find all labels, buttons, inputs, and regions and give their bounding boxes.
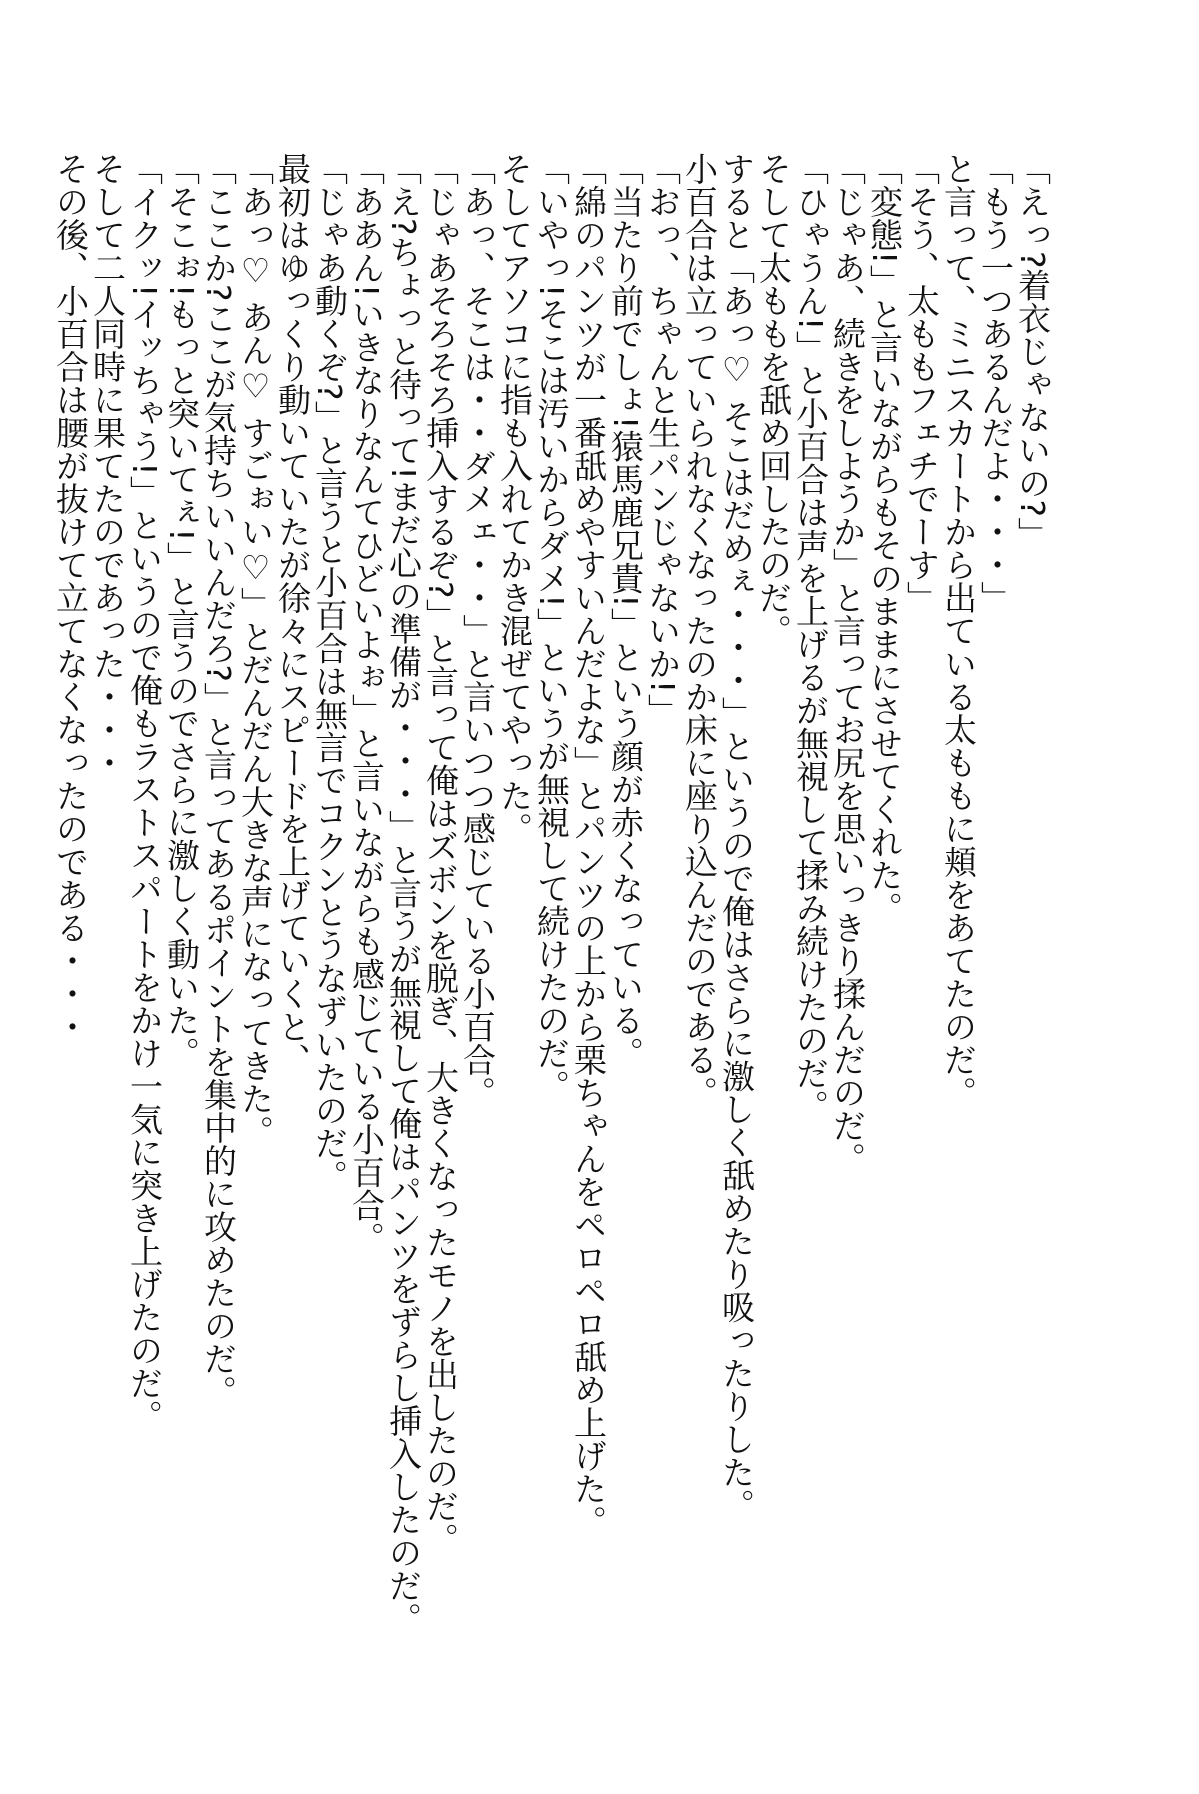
text-line: 「えっ?着衣じゃないの?」 — [1013, 152, 1052, 551]
text-line: 「いやっ!そこは汚いからダメ!」というが無視して続けたのだ。 — [532, 152, 571, 1103]
text-line: 「当たり前でしょ!猿馬鹿兄貴!」という顔が赤くなっている。 — [606, 152, 645, 1070]
text-line: 「ここか?ここが気持ちいいんだろ?」と言ってあるポイントを集中的に攻めたのだ。 — [199, 152, 238, 1409]
text-line: 「じゃあ動くぞ?」と言うと小百合は無言でコクンとうなずいたのだ。 — [310, 152, 349, 1193]
text-line: 「変態!」と言いながらもそのままにさせてくれた。 — [865, 152, 904, 925]
text-line: 「もう一つあるんだよ・・・」 — [976, 152, 1015, 614]
text-line: 「あっ♡ あん♡ すごぉい♡」とだんだん大きな声になってきた。 — [236, 152, 275, 1148]
text-line: その後、小百合は腰が抜けて立てなくなったのである・・・ — [51, 152, 90, 1043]
text-line: 最初はゆっくり動いていたが徐々にスピードを上げていくと、 — [273, 152, 312, 1076]
text-line: そしてアソコに指も入れてかき混ぜてやった。 — [495, 152, 534, 845]
text-line: そして太ももを舐め回したのだ。 — [754, 152, 793, 647]
text-line: 「じゃあそろそろ挿入するぞ?」と言って俺はズボンを脱ぎ、大きくなったモノを出したのだ。 — [421, 152, 460, 1556]
text-line: と言って、ミニスカートから出ている太ももに頬をあてたのだ。 — [939, 152, 978, 1109]
text-line: 「じゃあ、続きをしようか」と言ってお尻を思いっきり揉んだのだ。 — [828, 152, 867, 1175]
text-line: 「あっ、そこは・・ダメェ・・」と言いつつ感じている小百合。 — [458, 152, 497, 1109]
text-line: そして二人同時に果てたのであった・・・ — [88, 152, 127, 779]
vertical-text-body — [52, 152, 1051, 1712]
text-line: 「おっ、ちゃんと生パンじゃないか!」 — [643, 152, 682, 727]
text-line: 「イクッ!イッちゃう!」というので俺もラストスパートをかけ一気に突き上げたのだ。 — [125, 152, 164, 1433]
text-line: 「え?ちょっと待って!まだ心の準備が・・・」と言うが無視して俺はパンツをずらし挿入したのだ。 — [384, 152, 423, 1635]
text-line: 「ひゃうん!」と小百合は声を上げるが無視して揉み続けたのだ。 — [791, 152, 830, 1123]
text-line: 「綿のパンツが一番舐めやすいんだよな」とパンツの上から栗ちゃんをペロペロ舐め上げた。 — [569, 152, 608, 1538]
text-line: 「ああん!いきなりなんてひどいよぉ」と言いながらも感じている小百合。 — [347, 152, 386, 1255]
text-line: すると「あっ♡ そこはだめぇ・・・」というので俺はさらに激しく舐めたり吸ったりした。 — [717, 152, 756, 1522]
text-line: 小百合は立っていられなくなったのか床に座り込んだのである。 — [680, 152, 719, 1109]
text-line: 「そう、太ももフェチでーす」 — [902, 152, 941, 614]
text-line: 「そこぉ!もっと突いてぇ!」と言うのでさらに激しく動いた。 — [162, 152, 201, 1070]
